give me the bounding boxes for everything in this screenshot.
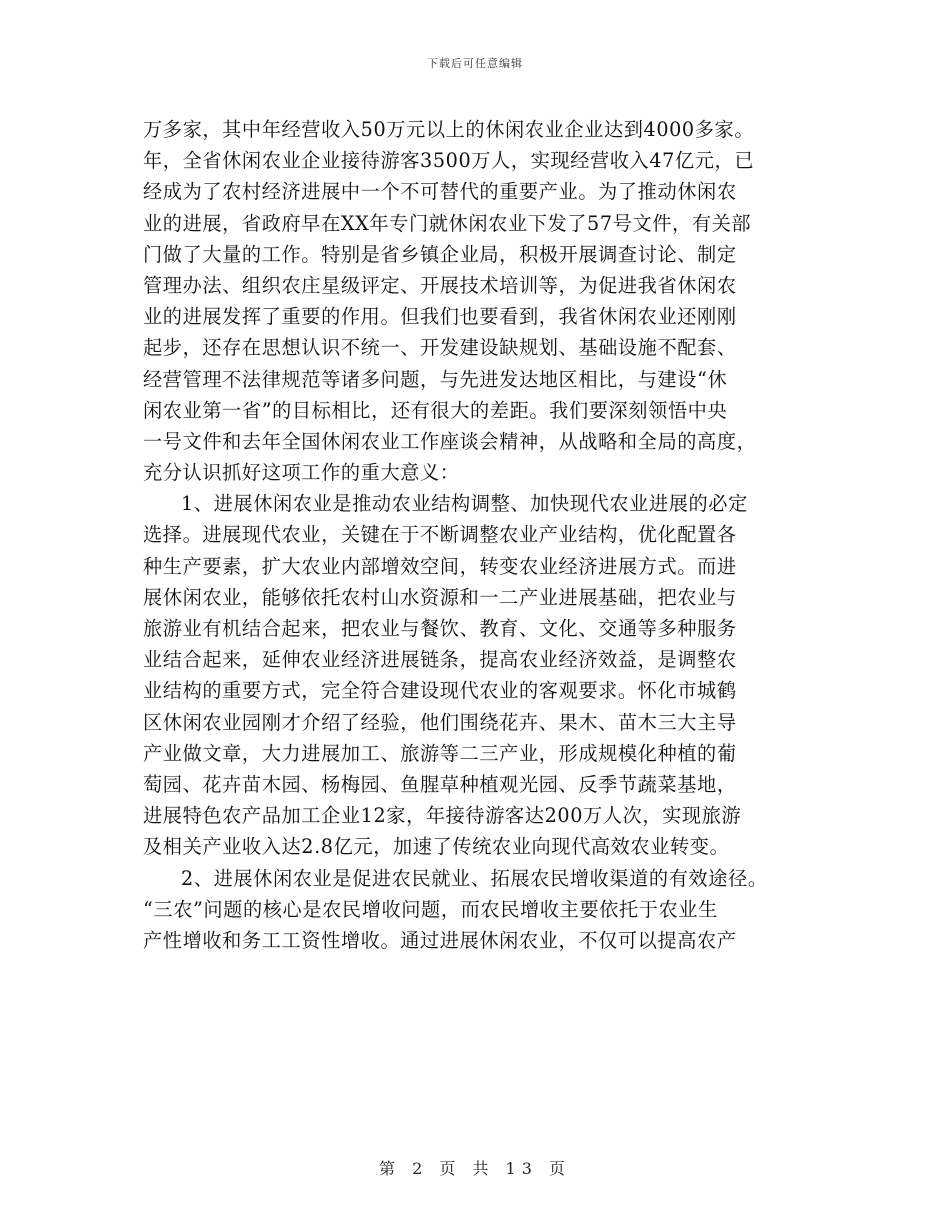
text-line: 万多家，其中年经营收入50万元以上的休闲农业企业达到4000多家。 [143, 118, 755, 141]
text-line: 选择。进展现代农业，关键在于不断调整农业产业结构，优化配置各 [143, 523, 737, 547]
document-body [143, 114, 823, 956]
text-line: 充分认识抓好这项工作的重大意义： [143, 461, 460, 485]
text-line: 业结合起来，延伸农业经济进展链条，提高农业经济效益，是调整农 [143, 648, 737, 672]
text-line: 及相关产业收入达2.8亿元，加速了传统农业向现代高效农业转变。 [143, 835, 730, 859]
text-line: 管理办法、组织农庄星级评定、开展技术培训等，为促进我省休闲农 [143, 273, 737, 297]
text-line: 年，全省休闲农业企业接待游客3500万人，实现经营收入47亿元，已 [143, 149, 755, 173]
text-line: 经营管理不法律规范等诸多问题，与先进发达地区相比，与建设“休 [143, 367, 728, 391]
text-line: 经成为了农村经济进展中一个不可替代的重要产业。为了推动休闲农 [143, 180, 737, 204]
text-line: 萄园、花卉苗木园、杨梅园、鱼腥草种植观光园、反季节蔬菜基地， [143, 772, 737, 796]
text-line: 旅游业有机结合起来，把农业与餐饮、教育、文化、交通等多种服务 [143, 617, 737, 640]
text-line: 闲农业第一省”的目标相比，还有很大的差距。我们要深刻领悟中央 [143, 398, 728, 422]
page-header: 下载后可任意编辑 [427, 57, 523, 70]
text-line: 产业做文章，大力进展加工、旅游等二三产业，形成规模化种植的葡 [143, 741, 737, 765]
text-line: 门做了大量的工作。特别是省乡镇企业局，积极开展调查讨论、制定 [143, 242, 737, 266]
text-line: 产性增收和务工工资性增收。通过进展休闲农业，不仅可以提高农产 [143, 928, 737, 952]
paragraph-first-line: 1、进展休闲农业是推动农业结构调整、加快现代农业进展的必定 [181, 492, 748, 516]
text-line: 一号文件和去年全国休闲农业工作座谈会精神，从战略和全局的高度， [143, 429, 757, 453]
text-line: 区休闲农业园刚才介绍了经验，他们围绕花卉、果木、苗木三大主导 [143, 710, 737, 734]
paragraph-first-line: 2、进展休闲农业是促进农民就业、拓展农民增收渠道的有效途径。 [181, 866, 768, 890]
text-line: 种生产要素，扩大农业内部增效空间，转变农业经济进展方式。而进 [143, 554, 737, 578]
text-line: 业结构的重要方式，完全符合建设现代农业的客观要求。怀化市城鹤 [143, 679, 737, 703]
text-line: 进展特色农产品加工企业12家，年接待游客达200万人次，实现旅游 [143, 804, 742, 828]
page-number-footer: 第 2 页 共 13 页 [379, 1159, 571, 1178]
text-line: 起步，还存在思想认识不统一、开发建设缺规划、基础设施不配套、 [143, 336, 737, 360]
text-line: 业的进展发挥了重要的作用。但我们也要看到，我省休闲农业还刚刚 [143, 305, 737, 329]
text-line: “三农”问题的核心是农民增收问题，而农民增收主要依托于农业生 [143, 897, 718, 921]
text-line: 展休闲农业，能够依托农村山水资源和一二产业进展基础，把农业与 [143, 585, 737, 609]
text-line: 业的进展，省政府早在XX年专门就休闲农业下发了57号文件，有关部 [143, 211, 752, 235]
